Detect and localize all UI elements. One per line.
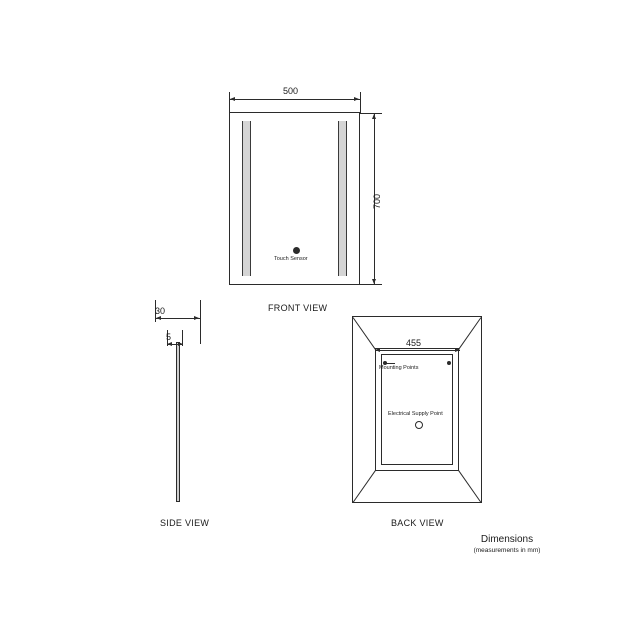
front-height-arrow-down [372, 279, 376, 284]
corner-line-bottom-right [458, 470, 481, 503]
corner-line-top-right [458, 317, 481, 350]
led-strip-right [338, 121, 347, 276]
side-depth-value: 30 [155, 306, 166, 316]
touch-sensor-icon [293, 247, 300, 254]
side-thickness-arrow-left [167, 342, 172, 346]
front-height-value: 700 [372, 193, 382, 209]
front-view-caption: FRONT VIEW [268, 303, 328, 313]
back-view-caption: BACK VIEW [391, 518, 444, 528]
side-depth-arrow-left [156, 316, 161, 320]
side-depth-extension-right [200, 300, 201, 344]
front-width-value: 500 [283, 86, 299, 96]
side-view-caption: SIDE VIEW [160, 518, 210, 528]
dimensions-units-note: (measurements in mm) [473, 547, 541, 554]
side-thickness-arrow-right [178, 342, 183, 346]
back-view-inner-frame [375, 348, 459, 471]
front-width-arrow-left [230, 97, 235, 101]
front-width-arrow-right [354, 97, 359, 101]
electrical-supply-icon [415, 421, 423, 429]
dimensions-footer [452, 534, 562, 554]
led-strip-left [242, 121, 251, 276]
back-inner-width-arrow-left [375, 348, 380, 352]
front-width-extension-right [360, 92, 361, 114]
dimensions-title: Dimensions [480, 534, 534, 545]
front-width-dimension-line [229, 99, 360, 100]
mounting-point-top-right [447, 361, 451, 365]
corner-line-bottom-left [353, 470, 376, 503]
corner-line-top-left [353, 317, 376, 350]
mounting-leader-line [385, 363, 395, 364]
back-inner-width-value: 455 [406, 338, 422, 348]
back-inner-width-arrow-right [455, 348, 460, 352]
side-depth-arrow-right [194, 316, 199, 320]
touch-sensor-label: Touch Sensor [274, 256, 308, 262]
back-inner-width-dimension-line [375, 350, 460, 351]
side-view-profile [176, 342, 180, 502]
front-height-arrow-up [372, 114, 376, 119]
electrical-supply-label: Electrical Supply Point [388, 411, 443, 417]
front-width-extension-left [229, 92, 230, 114]
mounting-points-label: Mounting Points [379, 365, 419, 371]
front-view-mirror-outline [229, 112, 360, 285]
side-thickness-value: 5 [166, 332, 172, 342]
front-height-extension-bottom [360, 284, 382, 285]
